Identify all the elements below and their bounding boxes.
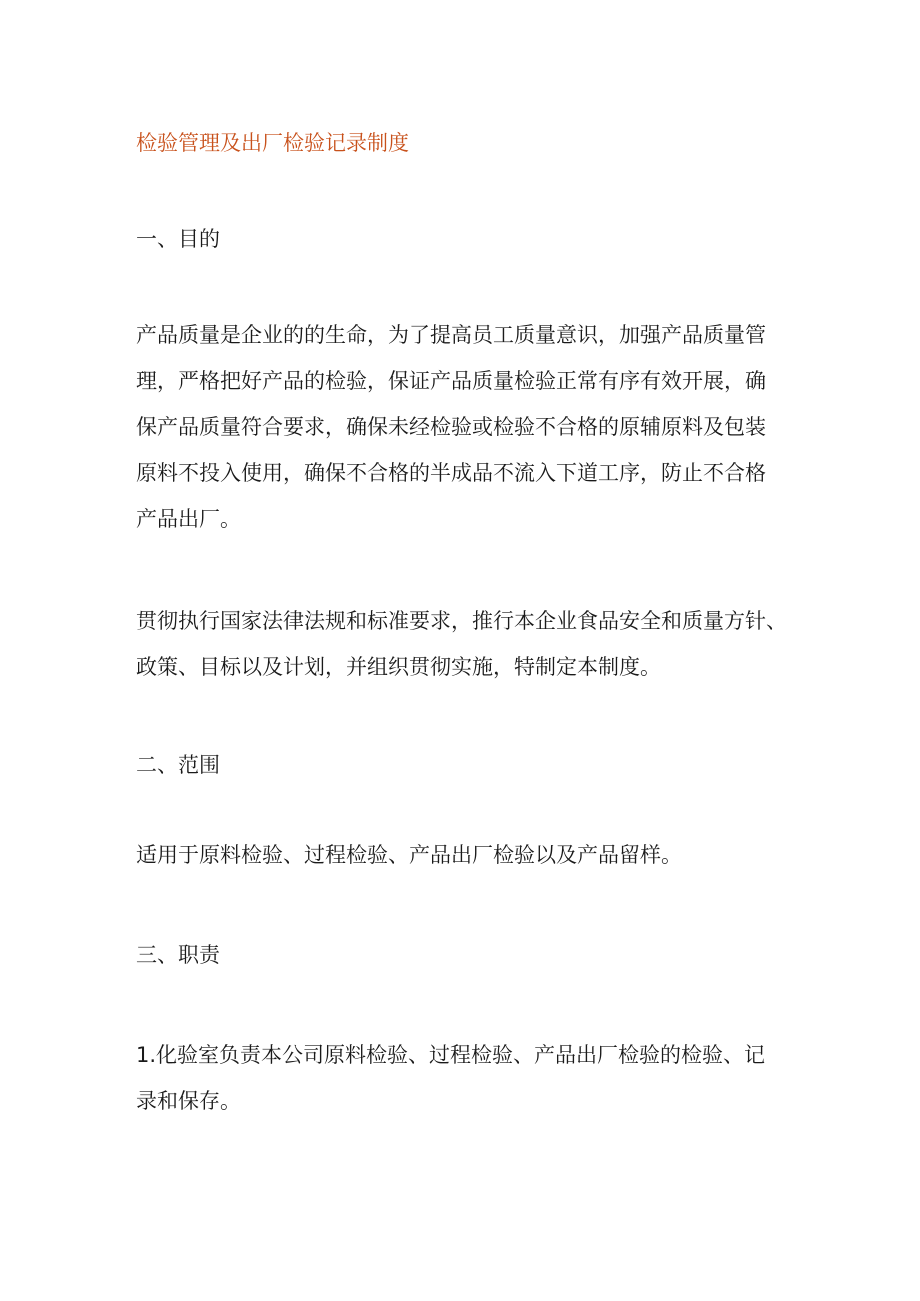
purpose-paragraph-1	[136, 312, 796, 542]
paragraph-line: 产品出厂。	[136, 507, 241, 531]
responsibilities-paragraph	[136, 1032, 796, 1124]
paragraph-line: 理，严格把好产品的检验，保证产品质量检验正常有序有效开展，确	[136, 369, 766, 393]
purpose-paragraph-2	[136, 598, 796, 690]
paragraph-line: 适用于原料检验、过程检验、产品出厂检验以及产品留样。	[136, 843, 682, 867]
section-heading-purpose: 一、目的	[136, 227, 220, 251]
document-title: 检验管理及出厂检验记录制度	[136, 131, 409, 155]
section-heading-responsibilities: 三、职责	[136, 943, 220, 967]
scope-paragraph	[136, 832, 796, 878]
paragraph-line: 原料不投入使用，确保不合格的半成品不流入下道工序，防止不合格	[136, 461, 766, 485]
paragraph-line: 保产品质量符合要求，确保未经检验或检验不合格的原辅原料及包装	[136, 415, 766, 439]
paragraph-line: 政策、目标以及计划，并组织贯彻实施，特制定本制度。	[136, 655, 661, 679]
section-heading-scope: 二、范围	[136, 753, 220, 777]
paragraph-line: 产品质量是企业的的生命，为了提高员工质量意识，加强产品质量管	[136, 323, 766, 347]
paragraph-line: 贯彻执行国家法律法规和标准要求，推行本企业食品安全和质量方针、	[136, 609, 787, 633]
paragraph-line: 1.化验室负责本公司原料检验、过程检验、产品出厂检验的检验、记	[136, 1043, 766, 1067]
paragraph-line: 录和保存。	[136, 1089, 241, 1113]
